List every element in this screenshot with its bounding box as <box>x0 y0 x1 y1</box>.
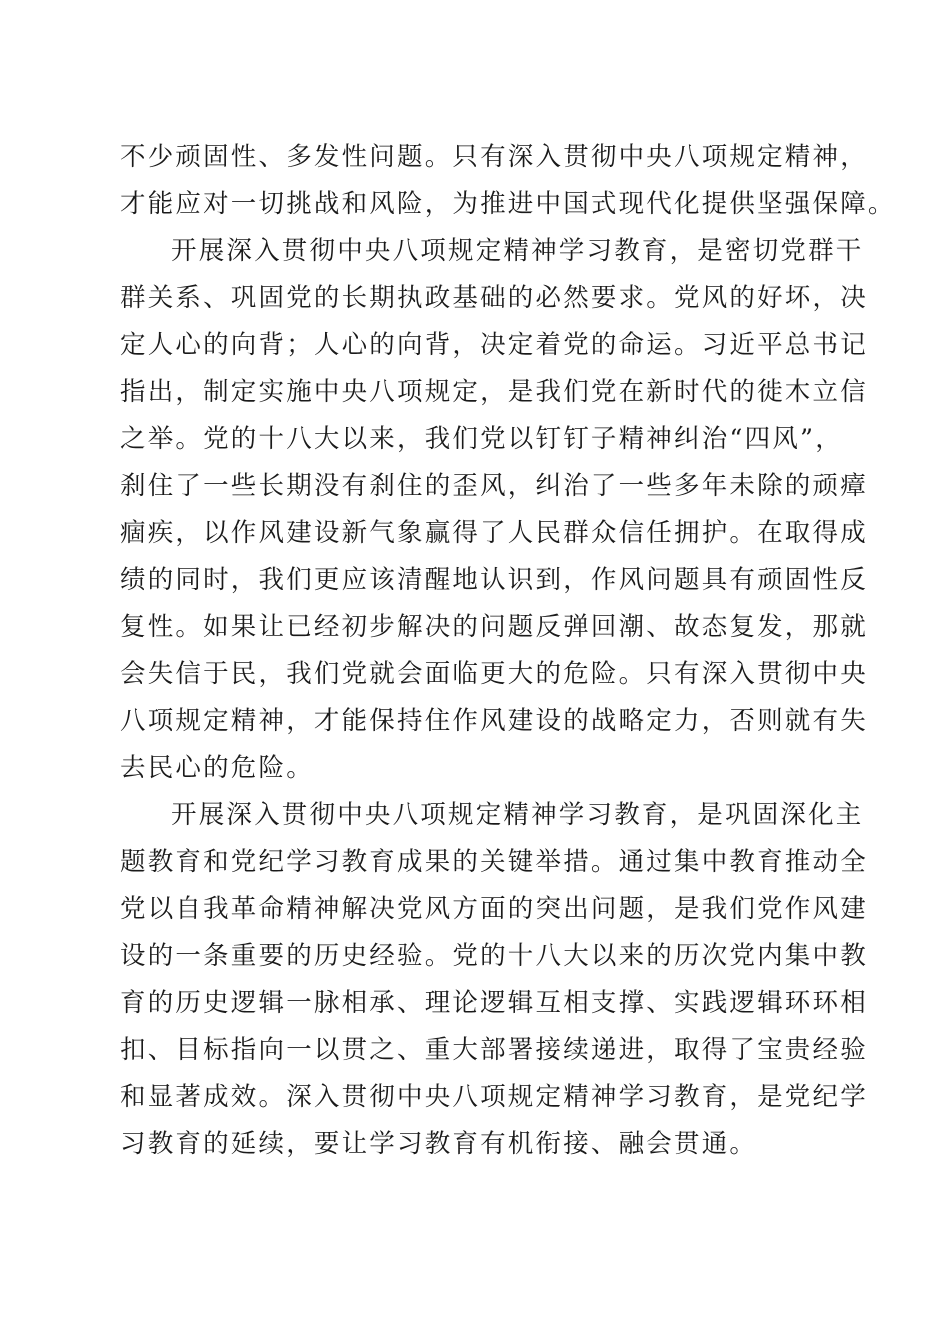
text-line: 指出，制定实施中央八项规定，是我们党在新时代的徙木立信 <box>120 377 868 407</box>
text-line: 群关系、巩固党的长期执政基础的必然要求。党风的好坏，决 <box>120 283 868 313</box>
text-line: 定人心的向背；人心的向背，决定着党的命运。习近平总书记 <box>120 330 868 360</box>
text-line: 扣、目标指向一以贯之、重大部署接续递进，取得了宝贵经验 <box>120 1035 868 1065</box>
text-line: 去民心的危险。 <box>120 753 314 783</box>
text-line: 才能应对一切挑战和风险，为推进中国式现代化提供坚强保障。 <box>120 189 896 219</box>
text-line: 之举。党的十八大以来，我们党以钉钉子精神纠治“四风”， <box>120 424 843 454</box>
text-line: 开展深入贯彻中央八项规定精神学习教育，是巩固深化主 <box>171 800 864 830</box>
paragraph-3 <box>120 792 868 1168</box>
text-line: 和显著成效。深入贯彻中央八项规定精神学习教育，是党纪学 <box>120 1082 868 1112</box>
text-line: 刹住了一些长期没有刹住的歪风，纠治了一些多年未除的顽瘴 <box>120 471 868 501</box>
text-line: 不少顽固性、多发性问题。只有深入贯彻中央八项规定精神， <box>120 142 868 172</box>
text-line: 复性。如果让已经初步解决的问题反弹回潮、故态复发，那就 <box>120 612 868 642</box>
text-line: 会失信于民，我们党就会面临更大的危险。只有深入贯彻中央 <box>120 659 868 689</box>
paragraph-1 <box>120 134 896 228</box>
text-line: 党以自我革命精神解决党风方面的突出问题，是我们党作风建 <box>120 894 868 924</box>
text-line: 开展深入贯彻中央八项规定精神学习教育，是密切党群干 <box>171 236 864 266</box>
document-body <box>120 134 896 1168</box>
text-line: 痼疾，以作风建设新气象赢得了人民群众信任拥护。在取得成 <box>120 518 868 548</box>
text-line: 育的历史逻辑一脉相承、理论逻辑互相支撑、实践逻辑环环相 <box>120 988 868 1018</box>
text-line: 设的一条重要的历史经验。党的十八大以来的历次党内集中教 <box>120 941 868 971</box>
text-line: 绩的同时，我们更应该清醒地认识到，作风问题具有顽固性反 <box>120 565 868 595</box>
text-line: 习教育的延续，要让学习教育有机衔接、融会贯通。 <box>120 1129 758 1159</box>
text-line: 八项规定精神，才能保持住作风建设的战略定力，否则就有失 <box>120 706 868 736</box>
paragraph-2 <box>120 228 868 792</box>
text-line: 题教育和党纪学习教育成果的关键举措。通过集中教育推动全 <box>120 847 868 877</box>
